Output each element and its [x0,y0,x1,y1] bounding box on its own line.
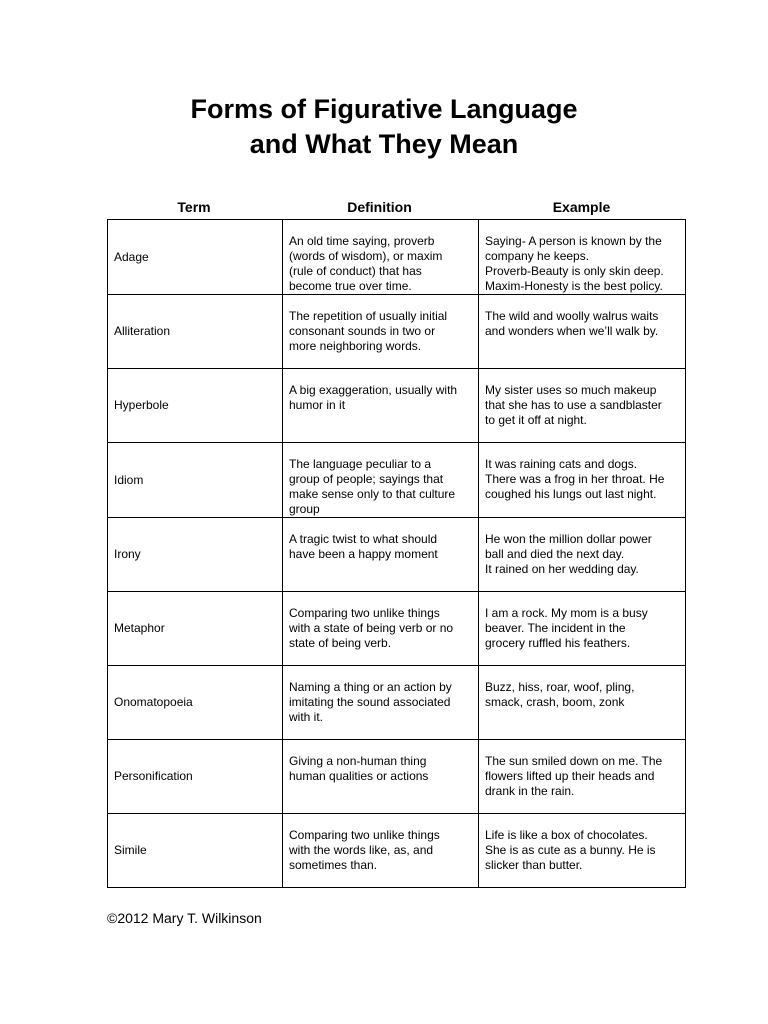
example-cell: He won the million dollar power ball and died the next day. It rained on her wedding day. [479,518,686,592]
definition-cell: Comparing two unlike things with a state of being verb or no state of being verb. [283,592,479,666]
definition-cell: The language peculiar to a group of people; sayings that make sense only to that culture group [283,443,479,518]
definition-cell: An old time saying, proverb (words of wisdom), or maxim (rule of conduct) that has become true over time. [283,220,479,295]
column-headers [107,199,685,219]
term-cell: Onomatopoeia [108,666,283,740]
term-cell: Adage [108,220,283,295]
table-row [108,295,686,369]
term-cell: Alliteration [108,295,283,369]
definition-cell: Comparing two unlike things with the words like, as, and sometimes than. [283,814,479,888]
definition-cell: A big exaggeration, usually with humor in it [283,369,479,443]
definition-cell: A tragic twist to what should have been a happy moment [283,518,479,592]
table-row [108,220,686,295]
example-cell: My sister uses so much makeup that she has to use a sandblaster to get it off at night. [479,369,686,443]
term-cell: Simile [108,814,283,888]
example-cell: I am a rock. My mom is a busy beaver. The incident in the grocery ruffled his feathers. [479,592,686,666]
definition-cell: Giving a non-human thing human qualities or actions [283,740,479,814]
example-cell: It was raining cats and dogs. There was a frog in her throat. He coughed his lungs out last night. [479,443,686,518]
example-cell: Saying- A person is known by the company he keeps. Proverb-Beauty is only skin deep. Maxim-Honesty is the best policy. [479,220,686,295]
table-row [108,592,686,666]
example-cell: The sun smiled down on me. The flowers lifted up their heads and drank in the rain. [479,740,686,814]
table-row [108,740,686,814]
title-line-2: and What They Mean [249,129,519,159]
header-example: Example [552,199,611,215]
table-row [108,369,686,443]
definition-cell: Naming a thing or an action by imitating the sound associated with it. [283,666,479,740]
table-row [108,666,686,740]
term-cell: Hyperbole [108,369,283,443]
title-line-1: Forms of Figurative Language [190,94,578,124]
table-row [108,518,686,592]
term-cell: Metaphor [108,592,283,666]
header-term: Term [177,199,211,215]
example-cell: The wild and woolly walrus waits and wonders when we’ll walk by. [479,295,686,369]
term-cell: Irony [108,518,283,592]
figurative-language-table [107,219,686,888]
example-cell: Buzz, hiss, roar, woof, pling, smack, crash, boom, zonk [479,666,686,740]
table-row [108,814,686,888]
table-row [108,443,686,518]
term-cell: Idiom [108,443,283,518]
copyright-notice: ©2012 Mary T. Wilkinson [107,910,262,926]
term-cell: Personification [108,740,283,814]
page-title [0,92,768,162]
header-definition: Definition [347,199,412,215]
example-cell: Life is like a box of chocolates. She is as cute as a bunny. He is slicker than butter. [479,814,686,888]
definition-cell: The repetition of usually initial consonant sounds in two or more neighboring words. [283,295,479,369]
